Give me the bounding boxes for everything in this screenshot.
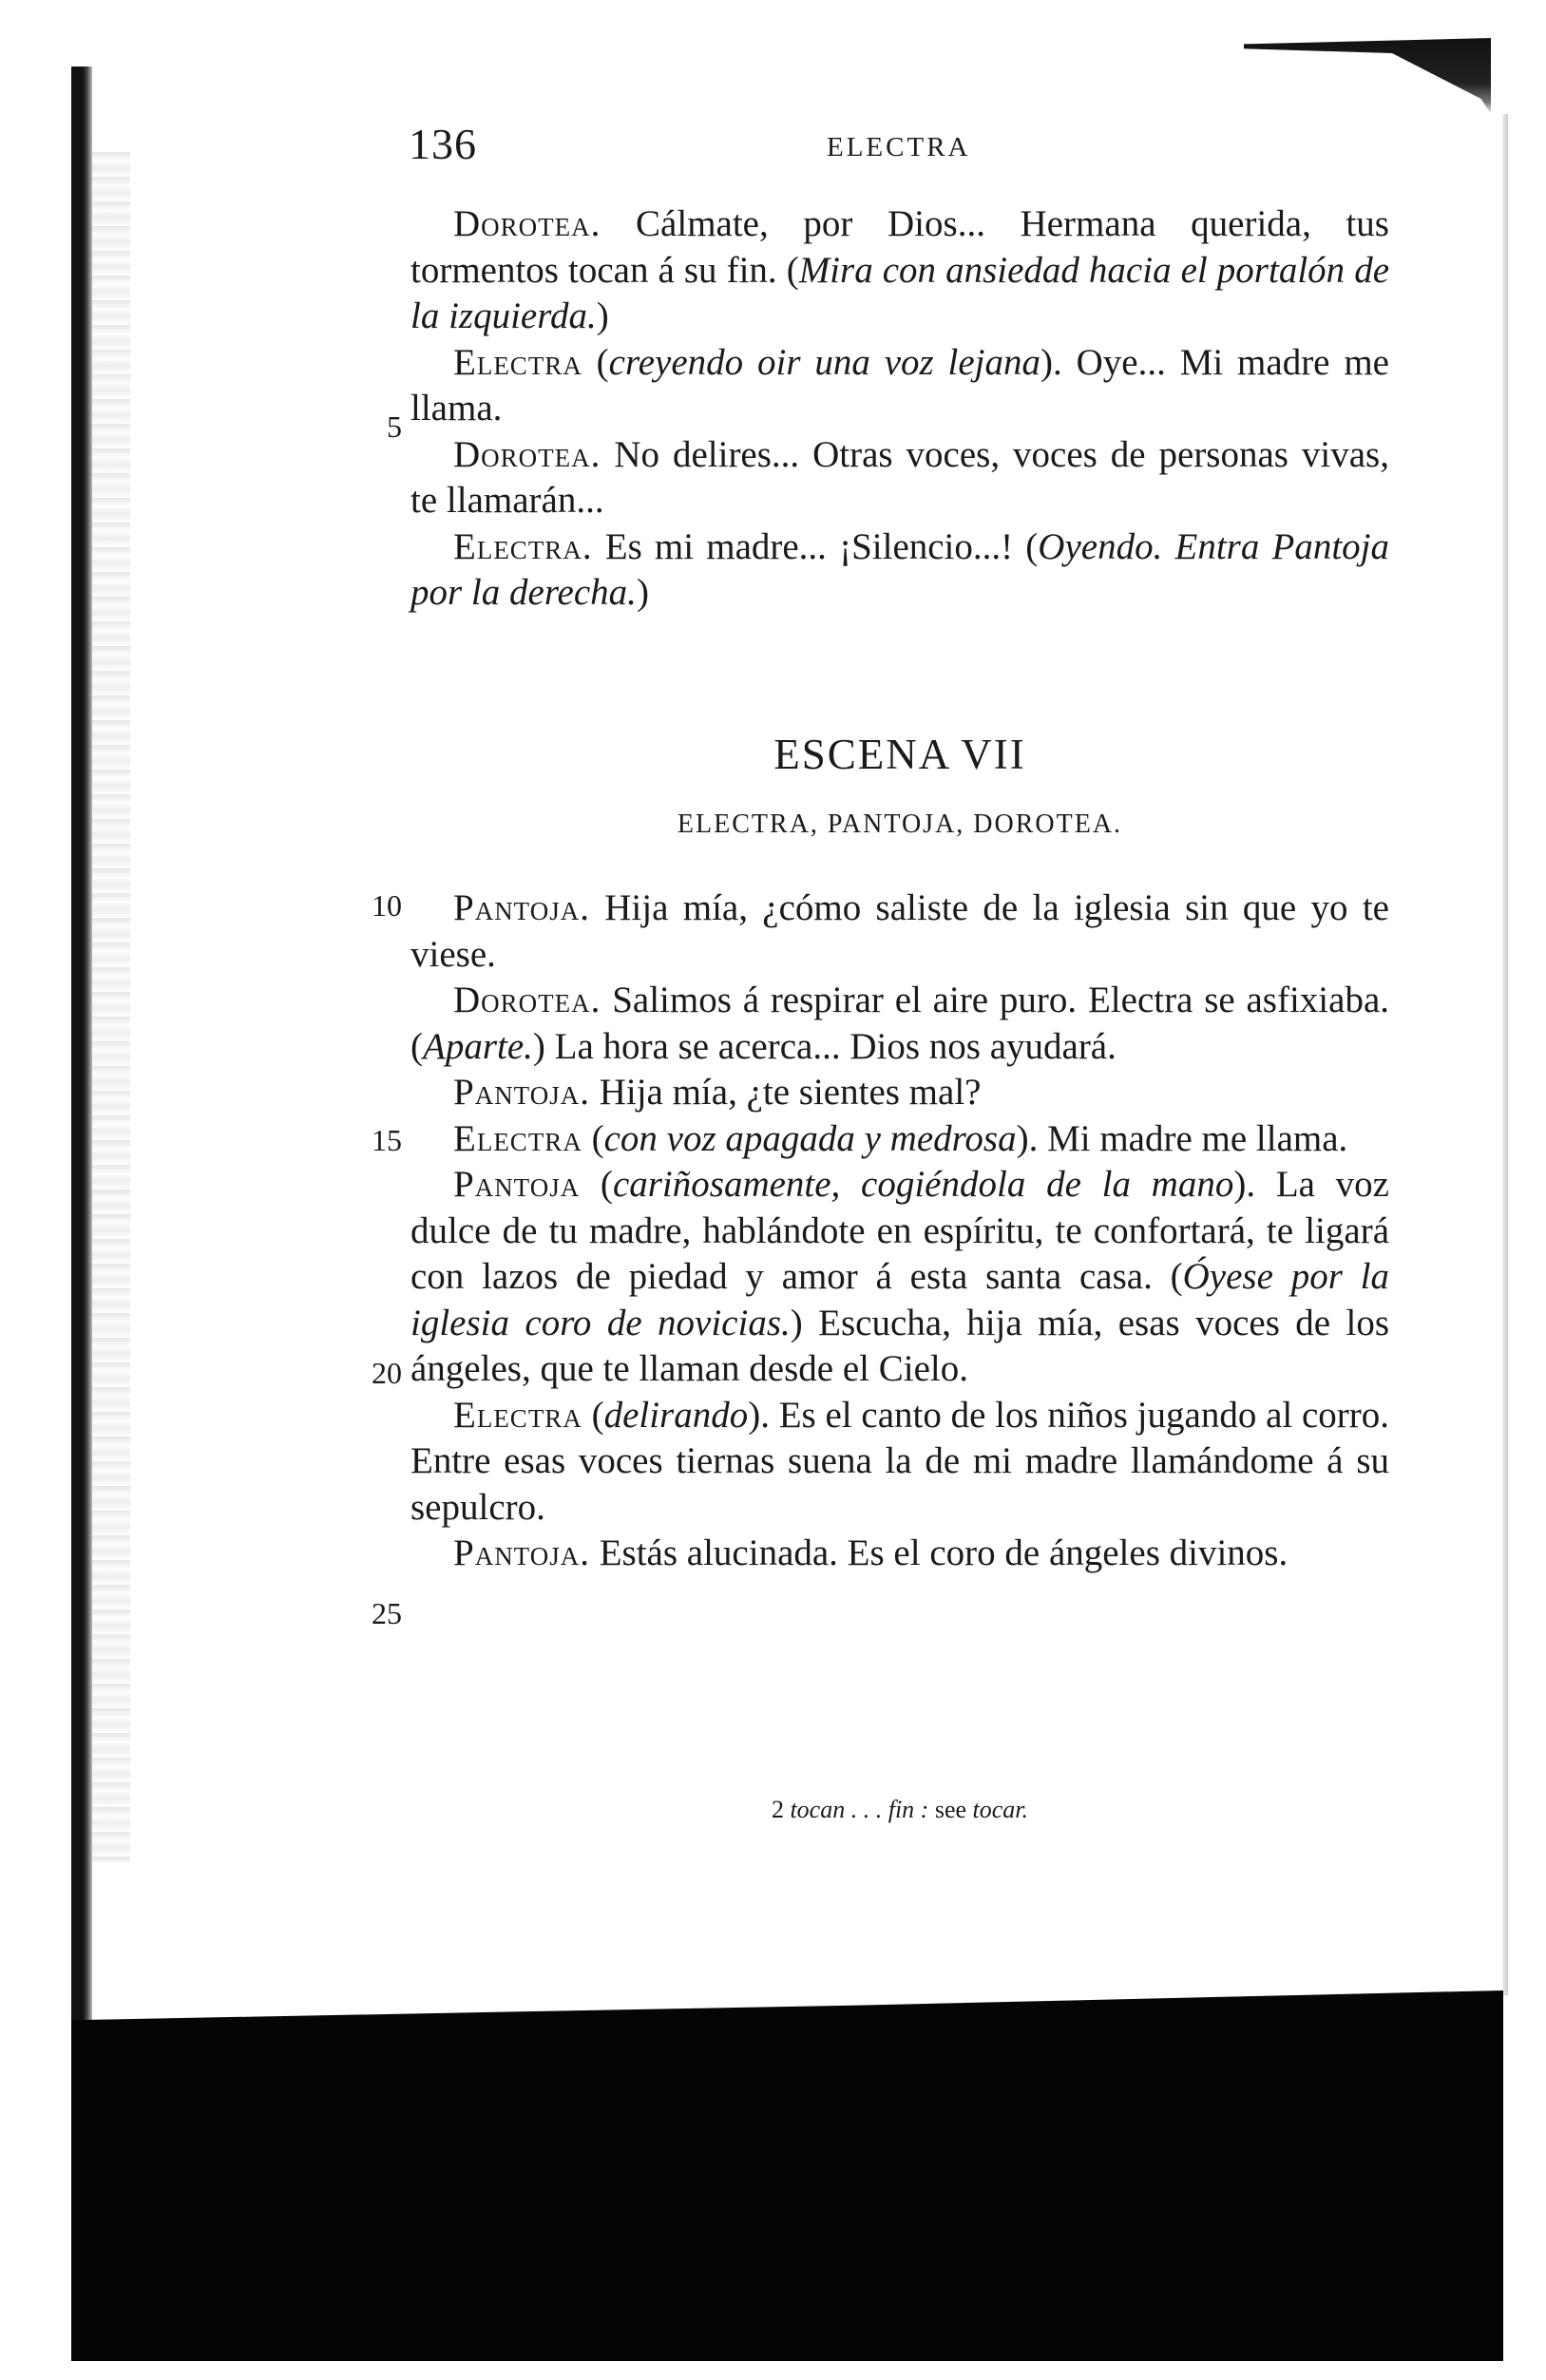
dialogue-text: ). La voz dulce de tu madre, hablándote en espíritu, te confortará, te ligará con lazos de piedad y amor á esta santa casa. ( (410, 1164, 1389, 1297)
footnote-ref: tocar. (972, 1796, 1029, 1823)
speaker-name: Dorotea. (453, 203, 601, 244)
dialogue-text: ) La hora se acerca... Dios nos ayudará. (532, 1025, 1117, 1067)
speaker-name: Pantoja. (453, 1072, 590, 1113)
speaker-name: Dorotea. (453, 433, 601, 475)
stage-direction: Aparte. (423, 1025, 533, 1067)
scan-bottom-shadow (71, 1990, 1503, 2361)
stage-direction: creyendo oir una voz lejana (608, 341, 1041, 383)
scan-binding-fringe (92, 152, 130, 1862)
dialogue-text: ) Escucha, hija mía, esas voces de los ángeles, que te llaman desde el Cielo. (410, 1302, 1389, 1389)
dialogue-paragraph (410, 340, 1389, 432)
scan-page-edge (1502, 114, 1508, 1995)
speaker-name: Electra (453, 341, 582, 383)
dialogue-text: ( (582, 1117, 604, 1159)
running-title: ELECTRA (827, 132, 971, 162)
dialogue-paragraph (410, 1393, 1389, 1532)
dialogue-paragraph (410, 885, 1389, 978)
stage-direction: con voz apagada y medrosa (603, 1117, 1017, 1159)
stage-direction: Óyese por la iglesia coro de novicias. (410, 1256, 1389, 1343)
footnote-see: see (928, 1796, 973, 1823)
dialogue-block-1 (410, 201, 1389, 617)
dialogue-paragraph (410, 524, 1389, 617)
line-number-20: 20 (372, 1356, 402, 1390)
stage-direction: delirando (603, 1394, 749, 1436)
dialogue-text: Salimos á respirar el aire puro. Electra se asfixiaba. ( (410, 980, 1389, 1067)
speaker-name: Electra (453, 1394, 582, 1436)
line-number-5: 5 (387, 409, 402, 444)
dialogue-text: ( (580, 1164, 613, 1205)
dialogue-paragraph (410, 978, 1389, 1070)
dialogue-text: ) (596, 295, 609, 336)
dialogue-text: Cálmate, por Dios... Hermana querida, tus tormentos tocan á su fin. ( (410, 203, 1389, 291)
dialogue-text: ( (582, 341, 609, 383)
speaker-name: Electra (453, 1117, 582, 1159)
scan-binding-shadow (71, 67, 92, 2052)
dialogue-paragraph (410, 1531, 1389, 1577)
dialogue-text: ). Es el canto de los niños jugando al corro. Entre esas voces tiernas suena la de mi madre llamándome á su sepulcro. (410, 1394, 1389, 1528)
footnote (410, 1796, 1389, 1824)
footnote-number: 2 (771, 1796, 784, 1823)
scene-title: ESCENA VII (773, 731, 1026, 778)
page-header (409, 119, 1397, 176)
dialogue-text: Hija mía, ¿cómo saliste de la iglesia sin que yo te viese. (410, 887, 1389, 975)
dialogue-paragraph (410, 201, 1389, 340)
dialogue-text: No delires... Otras voces, voces de personas vivas, te llamarán... (410, 433, 1389, 521)
dialogue-text: Es mi madre... ¡Silencio...! ( (592, 525, 1039, 567)
speaker-name: Pantoja (453, 1164, 581, 1205)
scan-corner-shadow (1244, 38, 1491, 114)
dialogue-paragraph (410, 432, 1389, 524)
footnote-term: tocan . . . fin : (790, 1796, 929, 1823)
speaker-name: Electra. (453, 525, 593, 567)
dialogue-text: ). Oye... Mi madre me llama. (410, 341, 1389, 428)
line-number-10: 10 (372, 888, 402, 923)
dialogue-block-2 (410, 885, 1389, 1577)
speaker-name: Pantoja. (453, 887, 590, 928)
stage-direction: Mira con ansiedad hacia el portalón de la izquierda. (410, 249, 1389, 336)
stage-direction: cariñosamente, cogiéndola de la mano (612, 1164, 1234, 1205)
dialogue-text: Hija mía, ¿te sientes mal? (589, 1072, 982, 1113)
speaker-name: Pantoja. (453, 1533, 590, 1573)
stage-direction: Oyendo. Entra Pantoja por la derecha. (410, 525, 1389, 613)
dialogue-text: ) (636, 572, 649, 613)
page-number: 136 (409, 120, 477, 168)
dialogue-text: Estás alucinada. Es el coro de ángeles divinos. (589, 1533, 1288, 1573)
dialogue-paragraph (410, 1116, 1389, 1163)
dialogue-paragraph (410, 1162, 1389, 1393)
speaker-name: Dorotea. (453, 980, 601, 1020)
line-number-25: 25 (372, 1596, 402, 1630)
scene-cast: ELECTRA, PANTOJA, DOROTEA. (677, 809, 1123, 839)
line-number-15: 15 (372, 1123, 402, 1157)
dialogue-text: ). Mi madre me llama. (1016, 1117, 1348, 1159)
dialogue-paragraph (410, 1070, 1389, 1116)
dialogue-text: ( (582, 1394, 604, 1436)
